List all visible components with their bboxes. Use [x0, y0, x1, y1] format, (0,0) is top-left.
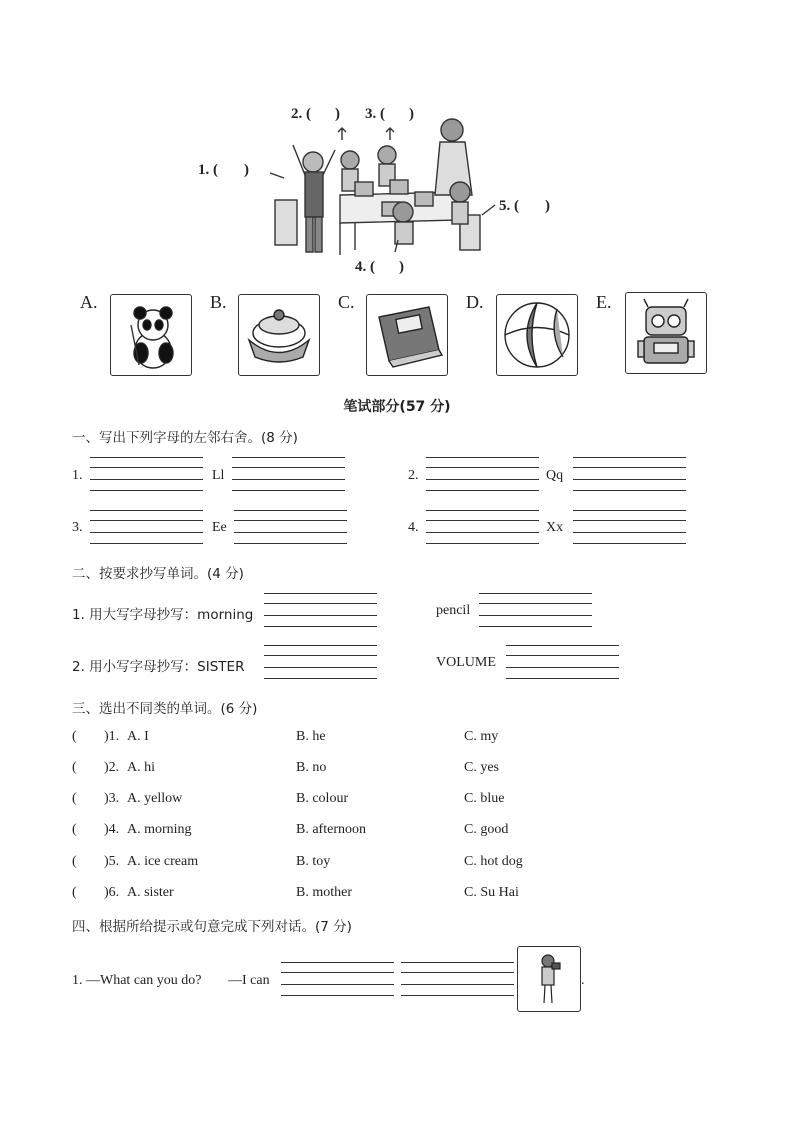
s1-item3-letter: Ee [212, 520, 227, 535]
s2-row1-prompt: 1. 用大写字母抄写：morning [72, 607, 254, 623]
s1-item4-letter: Xx [546, 520, 564, 535]
option-box-c [366, 294, 448, 376]
classroom-scene-icon [190, 100, 570, 280]
answer-paren[interactable]: ( [72, 822, 77, 837]
ball-icon [497, 295, 577, 375]
answer-paren[interactable]: ( [72, 885, 77, 900]
s2-row1-second-lines[interactable] [479, 593, 592, 627]
option-c: C. good [464, 822, 509, 837]
section2-title: 二、按要求抄写单词。(4 分) [72, 566, 244, 582]
option-a: A. morning [127, 822, 192, 837]
section1-title: 一、写出下列字母的左邻右舍。(8 分) [72, 430, 298, 446]
s2-row2-prompt: 2. 用小写字母抄写：SISTER [72, 659, 245, 675]
option-letter-c: C. [338, 292, 355, 312]
written-section-title: 笔试部分(57 分) [343, 399, 451, 415]
question-num: )5. [104, 854, 120, 869]
s3-row-6 [0, 885, 794, 905]
s3-row-3 [0, 791, 794, 811]
option-box-d [496, 294, 578, 376]
option-box-b [238, 294, 320, 376]
scene-illustration [190, 100, 570, 280]
question-num: )6. [104, 885, 120, 900]
s3-row-2 [0, 760, 794, 780]
s1-item4-left-lines[interactable] [426, 510, 539, 544]
option-letter-b: B. [210, 292, 227, 312]
question-num: )2. [104, 760, 120, 775]
section3-title: 三、选出不同类的单词。(6 分) [72, 701, 258, 717]
scene-label-2: 2. ( ) [291, 106, 340, 122]
option-a: A. I [127, 729, 149, 744]
option-letter-d: D. [466, 292, 484, 312]
s1-item4-num: 4. [408, 520, 419, 535]
option-letter-a: A. [80, 292, 98, 312]
option-b: B. afternoon [296, 822, 366, 837]
option-b: B. mother [296, 885, 352, 900]
s1-item2-left-lines[interactable] [426, 457, 539, 491]
s1-item3-num: 3. [72, 520, 83, 535]
section4-title: 四、根据所给提示或句意完成下列对话。(7 分) [72, 919, 352, 935]
scene-label-5: 5. ( ) [499, 198, 550, 214]
s2-row1-lines[interactable] [264, 593, 377, 627]
cake-icon [239, 295, 319, 375]
question-num: )4. [104, 822, 120, 837]
s1-item1-num: 1. [72, 468, 83, 483]
s1-item3-right-lines[interactable] [234, 510, 347, 544]
option-c: C. hot dog [464, 854, 523, 869]
book-icon [367, 295, 447, 375]
option-a: A. hi [127, 760, 155, 775]
answer-paren[interactable]: ( [72, 760, 77, 775]
option-b: B. toy [296, 854, 331, 869]
s2-row2-second-lines[interactable] [506, 645, 619, 679]
s2-row2-lines[interactable] [264, 645, 377, 679]
answer-paren[interactable]: ( [72, 729, 77, 744]
s4-q1-lines-2[interactable] [401, 962, 514, 996]
s4-q1-period: . [581, 973, 585, 988]
s1-item3-left-lines[interactable] [90, 510, 203, 544]
person-with-camera-icon [518, 947, 580, 1011]
s3-row-4 [0, 822, 794, 842]
s1-item2-letter: Qq [546, 468, 564, 483]
option-b: B. he [296, 729, 326, 744]
s1-item4-right-lines[interactable] [573, 510, 686, 544]
robot-icon [626, 293, 706, 373]
scene-label-4: 4. ( ) [355, 259, 404, 275]
s1-item1-letter: Ll [212, 468, 225, 483]
option-c: C. Su Hai [464, 885, 519, 900]
question-num: )1. [104, 729, 120, 744]
s1-item2-right-lines[interactable] [573, 457, 686, 491]
s2-row2-second-word: VOLUME [436, 655, 496, 670]
option-b: B. no [296, 760, 327, 775]
question-num: )3. [104, 791, 120, 806]
s4-q1-answer-start: —I can [228, 973, 270, 988]
option-c: C. my [464, 729, 499, 744]
option-a: A. yellow [127, 791, 183, 806]
s1-item1-right-lines[interactable] [232, 457, 345, 491]
scene-label-1: 1. ( ) [198, 162, 249, 178]
scene-label-3: 3. ( ) [365, 106, 414, 122]
s4-q1-lines-1[interactable] [281, 962, 394, 996]
option-a: A. ice cream [127, 854, 199, 869]
option-c: C. blue [464, 791, 505, 806]
s4-q1-question: 1. —What can you do? [72, 973, 202, 988]
option-box-a [110, 294, 192, 376]
option-c: C. yes [464, 760, 499, 775]
answer-paren[interactable]: ( [72, 791, 77, 806]
answer-paren[interactable]: ( [72, 854, 77, 869]
option-box-e [625, 292, 707, 374]
s3-row-5 [0, 854, 794, 874]
s1-item2-num: 2. [408, 468, 419, 483]
option-letter-e: E. [596, 292, 612, 312]
option-a: A. sister [127, 885, 174, 900]
s4-q1-picture-box [517, 946, 581, 1012]
option-b: B. colour [296, 791, 349, 806]
s1-item1-left-lines[interactable] [90, 457, 203, 491]
s2-row1-second-word: pencil [436, 603, 471, 618]
s3-row-1 [0, 729, 794, 749]
panda-icon [111, 295, 191, 375]
